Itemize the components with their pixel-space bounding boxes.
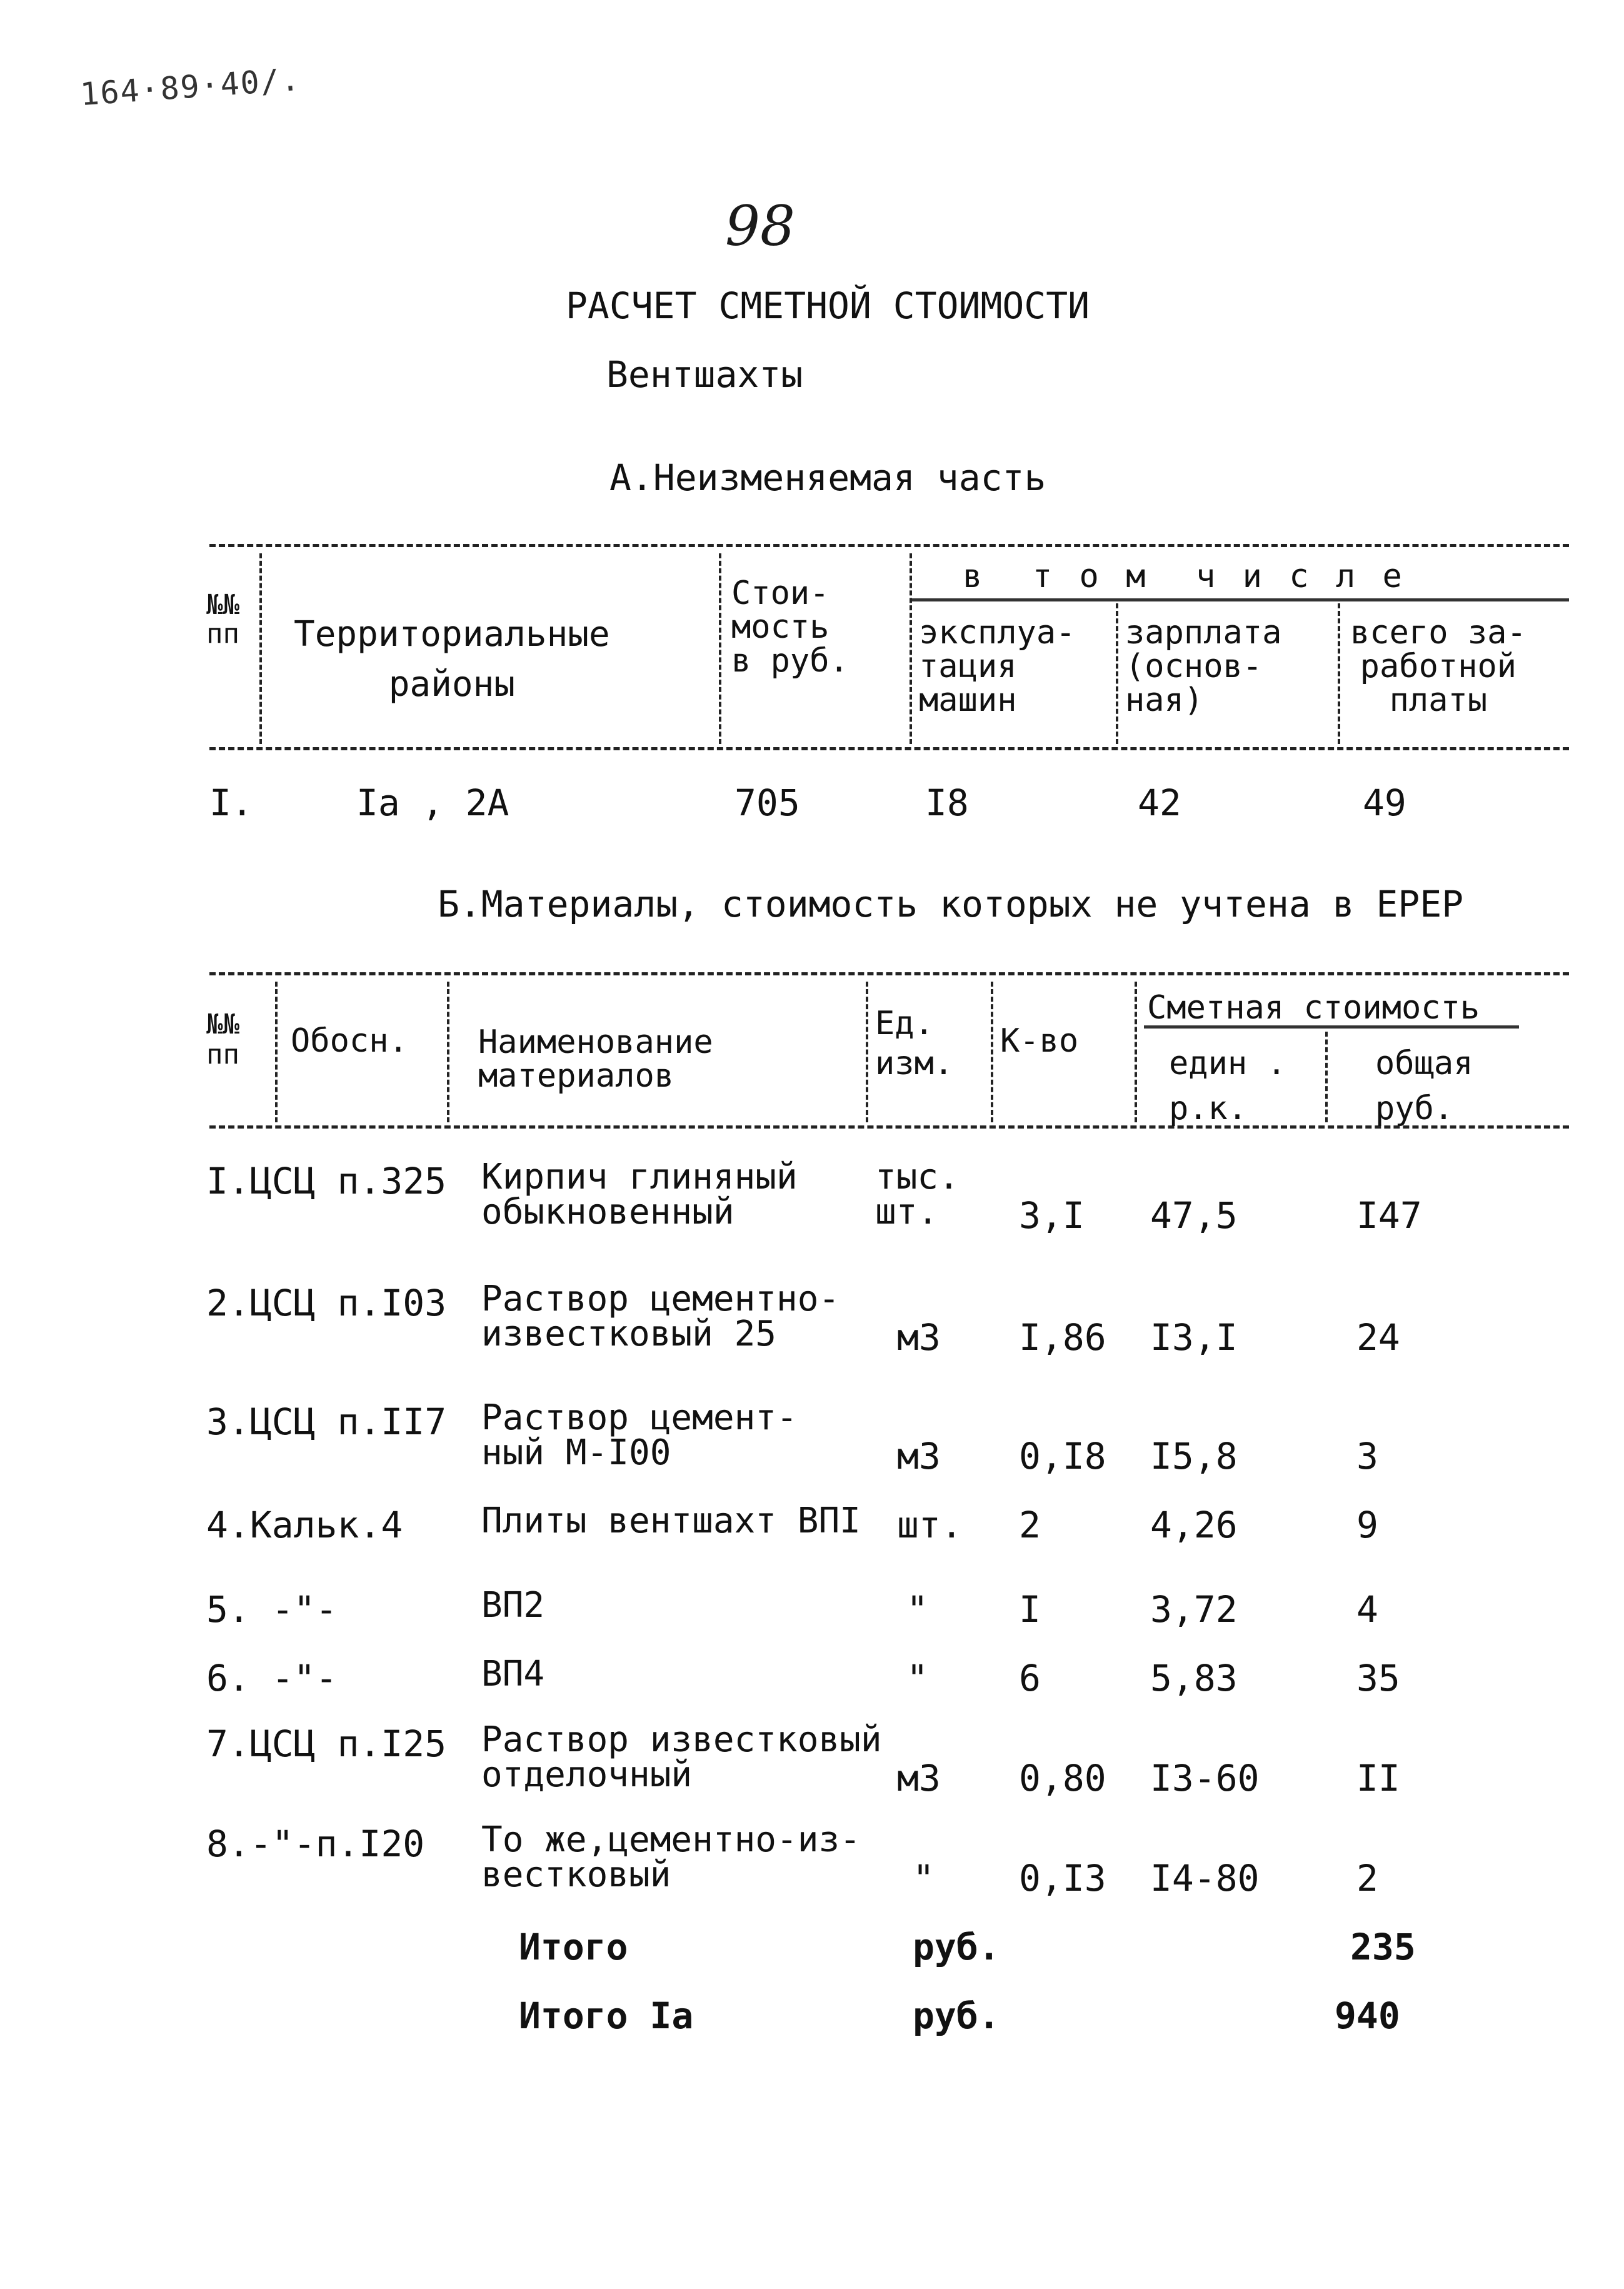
row-unit: шт. bbox=[897, 1504, 963, 1546]
section-b-col-divider bbox=[447, 982, 449, 1122]
section-a-col-divider bbox=[910, 553, 912, 744]
section-a-header-salary: зарплата (основ- ная) bbox=[1125, 614, 1282, 719]
section-b-header-total: общая руб. bbox=[1375, 1045, 1473, 1127]
total-unit: руб. bbox=[913, 1926, 1000, 1968]
row-unit-price: I3-60 bbox=[1150, 1757, 1260, 1799]
row-qty: 2 bbox=[1019, 1504, 1041, 1546]
total-value: 235 bbox=[1350, 1926, 1416, 1968]
section-a-header-exploitation: эксплуа- тация машин bbox=[919, 614, 1076, 719]
row-material-name: ВП4 bbox=[481, 1654, 545, 1694]
section-a-col-divider bbox=[1338, 603, 1340, 744]
section-a-bottom-rule bbox=[209, 747, 1569, 750]
section-b-bottom-rule bbox=[209, 1125, 1569, 1129]
row-qty: I bbox=[1019, 1588, 1041, 1631]
row-unit: тыс. шт. bbox=[875, 1157, 960, 1232]
section-b-top-rule bbox=[209, 972, 1569, 975]
total-label: Итого bbox=[519, 1926, 628, 1968]
row-unit-price: 4,26 bbox=[1150, 1504, 1238, 1546]
row-material-name: Плиты вентшахт ВПI bbox=[481, 1501, 861, 1541]
archive-stamp: 164·89·40/. bbox=[79, 61, 302, 113]
row-qty: 6 bbox=[1019, 1657, 1041, 1699]
section-a-group-underline bbox=[910, 598, 1569, 601]
row-num-basis: 8.-"-п.I20 bbox=[206, 1823, 425, 1865]
section-b-header-name: Наименование материалов bbox=[478, 1024, 713, 1095]
row-qty: I,86 bbox=[1019, 1316, 1106, 1359]
section-b-col-divider bbox=[991, 982, 993, 1122]
section-a-top-rule bbox=[209, 544, 1569, 547]
section-b-col-divider bbox=[866, 982, 868, 1122]
section-a-header-region: Территориальные районы bbox=[294, 614, 610, 705]
row-num-basis: 7.ЦСЦ п.I25 bbox=[206, 1723, 447, 1765]
row-total: 9 bbox=[1356, 1504, 1378, 1546]
row-unit-price: 47,5 bbox=[1150, 1194, 1238, 1237]
row-unit-price: 5,83 bbox=[1150, 1657, 1238, 1699]
section-a-col-divider bbox=[719, 553, 721, 744]
row-unit: " bbox=[906, 1657, 928, 1699]
section-a-row-exploitation: I8 bbox=[925, 782, 969, 824]
section-b-col-divider bbox=[1135, 982, 1137, 1122]
section-a-header-num: №№ пп bbox=[206, 589, 239, 650]
row-qty: 0,I3 bbox=[1019, 1857, 1106, 1899]
section-a-header-cost: Стои- мость в руб. bbox=[731, 575, 849, 680]
row-total: 4 bbox=[1356, 1588, 1378, 1631]
row-unit-price: I3,I bbox=[1150, 1316, 1238, 1359]
section-a-header-total-salary: всего за- работной платы bbox=[1350, 614, 1526, 719]
row-unit: м3 bbox=[897, 1316, 941, 1359]
row-unit-price: I5,8 bbox=[1150, 1435, 1238, 1477]
section-a-col-divider bbox=[259, 553, 262, 744]
document-subtitle: Вентшахты bbox=[606, 353, 803, 396]
row-num-basis: 3.ЦСЦ п.II7 bbox=[206, 1401, 447, 1443]
row-total: 3 bbox=[1356, 1435, 1378, 1477]
row-qty: 3,I bbox=[1019, 1194, 1085, 1237]
section-b-header-qty: К-во bbox=[1000, 1022, 1079, 1060]
row-material-name: Раствор цементно- известковый 25 bbox=[481, 1279, 840, 1354]
row-unit: м3 bbox=[897, 1757, 941, 1799]
row-total: 24 bbox=[1356, 1316, 1400, 1359]
document-title: РАСЧЕТ СМЕТНОЙ СТОИМОСТИ bbox=[566, 284, 1090, 327]
section-a-row-total-salary: 49 bbox=[1363, 782, 1406, 824]
row-qty: 0,80 bbox=[1019, 1757, 1106, 1799]
row-material-name: Раствор цемент- ный М-I00 bbox=[481, 1397, 798, 1473]
section-b-header-num: №№ пп bbox=[206, 1009, 239, 1070]
row-num-basis: I.ЦСЦ п.325 bbox=[206, 1160, 447, 1202]
section-a-row-salary: 42 bbox=[1138, 782, 1181, 824]
section-b-header-unit: Ед. изм. bbox=[875, 1005, 954, 1082]
row-unit: м3 bbox=[897, 1435, 941, 1477]
row-material-name: То же,цементно-из- вестковый bbox=[481, 1819, 861, 1895]
row-total: II bbox=[1356, 1757, 1400, 1799]
section-b-header-unit-price: един . р.к. bbox=[1169, 1045, 1286, 1127]
grand-total-label: Итого Iа bbox=[519, 1995, 694, 2037]
section-a-row-region: Iа , 2А bbox=[356, 782, 509, 824]
row-total: I47 bbox=[1356, 1194, 1422, 1237]
row-material-name: Кирпич глиняный обыкновенный bbox=[481, 1157, 798, 1232]
row-unit-price: 3,72 bbox=[1150, 1588, 1238, 1631]
row-num-basis: 5. -"- bbox=[206, 1588, 338, 1631]
section-a-col-divider bbox=[1116, 603, 1118, 744]
row-total: 2 bbox=[1356, 1857, 1378, 1899]
row-num-basis: 6. -"- bbox=[206, 1657, 338, 1699]
row-unit-price: I4-80 bbox=[1150, 1857, 1260, 1899]
row-qty: 0,I8 bbox=[1019, 1435, 1106, 1477]
row-unit: " bbox=[913, 1857, 935, 1899]
row-unit: " bbox=[906, 1588, 928, 1631]
section-b-title: Б.Материалы, стоимость которых не учтена в ЕРЕР bbox=[438, 883, 1464, 925]
section-b-header-group: Сметная стоимость bbox=[1147, 989, 1480, 1027]
row-num-basis: 4.Кальк.4 bbox=[206, 1504, 403, 1546]
section-a-header-group: в т о м ч и с л е bbox=[963, 558, 1406, 595]
page-number: 98 bbox=[725, 194, 795, 258]
grand-total-unit: руб. bbox=[913, 1995, 1000, 2037]
row-material-name: ВП2 bbox=[481, 1585, 545, 1626]
grand-total-value: 940 bbox=[1335, 1995, 1400, 2037]
section-a-row-cost: 705 bbox=[734, 782, 800, 824]
section-b-col-divider bbox=[1325, 1032, 1328, 1122]
section-a-title: А.Неизменяемая часть bbox=[609, 456, 1046, 499]
row-total: 35 bbox=[1356, 1657, 1400, 1699]
row-material-name: Раствор известковый отделочный bbox=[481, 1719, 882, 1795]
row-num-basis: 2.ЦСЦ п.I03 bbox=[206, 1282, 447, 1324]
section-b-header-basis: Обосн. bbox=[291, 1022, 408, 1060]
section-a-row-num: I. bbox=[209, 782, 253, 824]
section-b-col-divider bbox=[275, 982, 278, 1122]
